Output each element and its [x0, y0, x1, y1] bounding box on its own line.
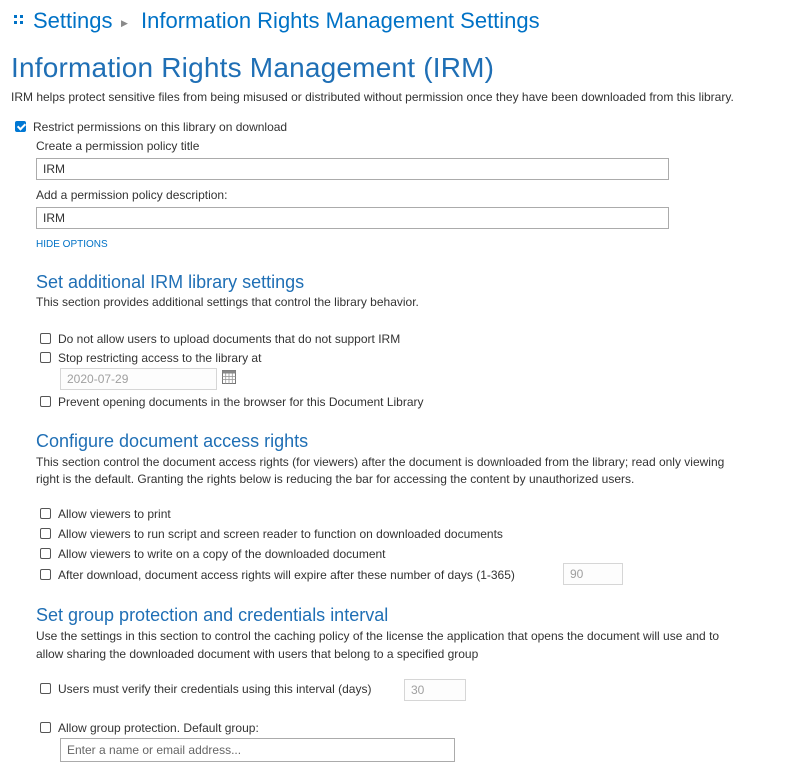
group-protection-description-line1: Use the settings in this section to control the caching policy of the license the application that opens the document will use and to	[36, 629, 720, 643]
allow-script-label: Allow viewers to run script and screen reader to function on downloaded documents	[58, 527, 503, 541]
policy-title-input[interactable]: IRM	[36, 158, 669, 180]
access-rights-description-line1: This section control the document access rights (for viewers) after the document is downloaded from the library; read only viewing	[36, 455, 725, 469]
group-protection-checkbox[interactable]	[40, 722, 51, 733]
policy-description-label: Add a permission policy description:	[36, 188, 228, 202]
default-group-input[interactable]: Enter a name or email address...	[60, 738, 455, 762]
verify-credentials-label: Users must verify their credentials using this interval (days)	[58, 682, 372, 696]
page-description: IRM helps protect sensitive files from being misused or distributed without permission once they have been downloaded from this library.	[11, 90, 734, 104]
expire-rights-label: After download, document access rights will expire after these number of days (1-365)	[58, 568, 515, 582]
breadcrumb-settings-link[interactable]: Settings	[33, 8, 113, 33]
app-grid-icon[interactable]	[14, 15, 26, 27]
allow-print-checkbox[interactable]	[40, 508, 51, 519]
calendar-icon[interactable]	[222, 370, 236, 384]
breadcrumb-current: Information Rights Management Settings	[141, 8, 540, 33]
group-protection-description-line2: allow sharing the downloaded document with users that belong to a specified group	[36, 647, 479, 661]
expire-days-input[interactable]: 90	[563, 563, 623, 585]
policy-title-label: Create a permission policy title	[36, 139, 200, 153]
breadcrumb-separator-icon: ▶	[121, 18, 128, 28]
stop-restricting-date-input[interactable]: 2020-07-29	[60, 368, 217, 390]
prevent-browser-open-label: Prevent opening documents in the browser for this Document Library	[58, 395, 424, 409]
no-upload-unsupported-checkbox[interactable]	[40, 333, 51, 344]
library-settings-heading: Set additional IRM library settings	[36, 272, 305, 292]
allow-write-label: Allow viewers to write on a copy of the downloaded document	[58, 547, 386, 561]
allow-write-checkbox[interactable]	[40, 548, 51, 559]
library-settings-description: This section provides additional settings that control the library behavior.	[36, 295, 419, 309]
allow-print-label: Allow viewers to print	[58, 507, 171, 521]
group-protection-heading: Set group protection and credentials interval	[36, 605, 389, 625]
group-protection-label: Allow group protection. Default group:	[58, 721, 259, 735]
restrict-permissions-label: Restrict permissions on this library on download	[33, 120, 288, 134]
page-title: Information Rights Management (IRM)	[11, 52, 495, 83]
stop-restricting-label: Stop restricting access to the library at	[58, 351, 262, 365]
hide-options-link[interactable]: HIDE OPTIONS	[36, 239, 108, 250]
access-rights-heading: Configure document access rights	[36, 431, 309, 451]
restrict-permissions-checkbox[interactable]	[15, 121, 26, 132]
verify-credentials-checkbox[interactable]	[40, 683, 51, 694]
expire-rights-checkbox[interactable]	[40, 569, 51, 580]
allow-script-checkbox[interactable]	[40, 528, 51, 539]
verify-days-input[interactable]: 30	[404, 679, 466, 701]
stop-restricting-checkbox[interactable]	[40, 352, 51, 363]
access-rights-description-line2: right is the default. Granting the rights below is reducing the bar for accessing the content by unauthorized users.	[36, 472, 635, 486]
policy-description-input[interactable]: IRM	[36, 207, 669, 229]
no-upload-unsupported-label: Do not allow users to upload documents that do not support IRM	[58, 332, 401, 346]
prevent-browser-open-checkbox[interactable]	[40, 396, 51, 407]
